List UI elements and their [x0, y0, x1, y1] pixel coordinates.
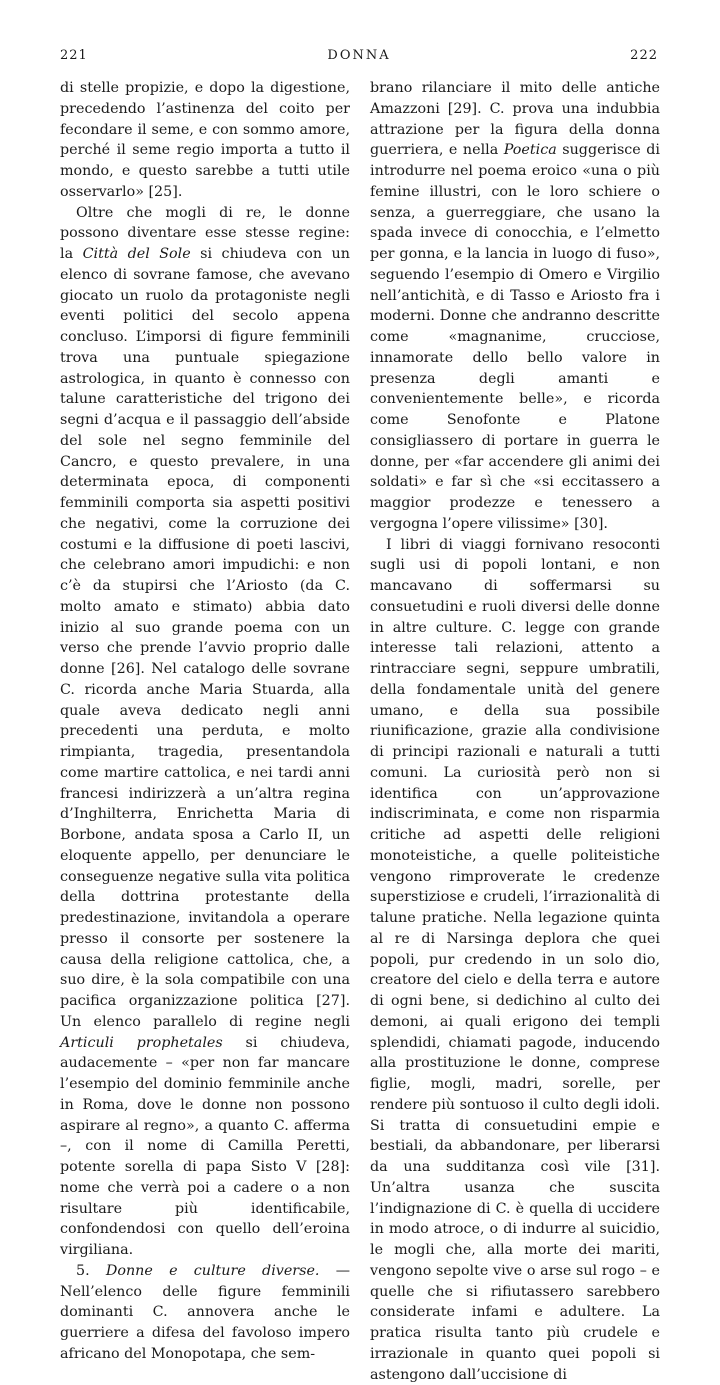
left-paragraph-2 [60, 203, 350, 1261]
right-paragraph-2: I libri di viaggi fornivano resoconti sugli usi di popoli lontani, e non mancavano di soffermarsi su consuetudini e ruoli diversi delle donne in altre culture. C. legge con grande interesse tali relazioni, attento a rintracciare segni, seppure umbratili, della fondamentale unità del genere umano, e della sua possibile riunificazione, grazie alla condivisione di principi razionali e naturali a tutti comuni. La curiosità però non si identifica con un’approvazione indiscriminata, e come non risparmia critiche ad aspetti delle religioni monoteistiche, a quelle politeistiche vengono rimproverate le credenze superstiziose e crudeli, l’irrazionalità di talune pratiche. Nella legazione quinta al re di Narsinga deplora che quei popoli, pur credendo in un solo dio, creatore del cielo e della terra e autore di ogni bene, si dedichino al culto dei demoni, ai quali erigono dei templi splendidi, chiamati pagode, inducendo alla prostituzione le donne, comprese figlie, mogli, madri, sorelle, per rendere più sontuoso il culto degli idoli. Si tratta di consuetudini empie e bestiali, da abbandonare, per liberarsi da una sudditanza così vile [31]. Un’altra usanza che suscita l’indignazione di C. è quella di uccidere in modo atroce, o di indurre al suicidio, le mogli che, alla morte dei mariti, vengono sepolte vive o arse sul rogo – e quelle che si rifiutassero sarebbero considerate infami e adultere. La pratica risulta tanto più crudele e irrazionale in quanto quei popoli si astengono dall’uccisione di [370, 535, 660, 1385]
title-citta-del-sole: Città del Sole [83, 246, 191, 262]
section-5-paragraph [60, 1261, 350, 1365]
right-column [370, 78, 660, 1385]
left-paragraph-2-text-c: si chiudeva, audacemente – «per non far mancare l’esempio del dominio femminile anche in Roma, dove le donne non possono aspirare al regno», a quanto C. afferma –, con il nome di Camilla Peretti, potente sorella di papa Sisto V [28]: nome che verrà poi a cadere o a non risultare più identificabile, confondendosi con quello dell’eroina virgiliana. [60, 1035, 350, 1259]
section-number: 5. [76, 1263, 106, 1279]
title-poetica: Poetica [504, 142, 557, 158]
left-paragraph-2-text-b: si chiudeva con un elenco di sovrane famose, che avevano giocato un ruolo da protagoniste negli eventi politici del secolo appena concluso. L’imporsi di figure femminili trova una puntuale spiegazione astrologica, in quanto è connesso con talune caratteristiche del trigono dei segni d’acqua e il passaggio dell’abside del sole nel segno femminile del Cancro, e questo prevalere, in una determinata epoca, di componenti femminili comporta sia aspetti positivi che negativi, come la corruzione dei costumi e la diffusione di poeti lascivi, che celebrano amori impudichi: e non c’è da stupirsi che l’Ariosto (da C. molto amato e stimato) abbia dato inizio al suo grande poema con un verso che prende l’avvio proprio dalle donne [26]. Nel catalogo delle sovrane C. ricorda anche Maria Stuarda, alla quale aveva dedicato negli anni precedenti una perduta, e molto rimpianta, tragedia, presentandola come martire cattolica, e nei tardi anni francesi indirizzerà a un’altra regina d’Inghilterra, Enrichetta Maria di Borbone, andata sposa a Carlo II, un eloquente appello, per denunciare le conseguenze negative sulla vita politica della dottrina protestante della predestinazione, invitandola a operare presso il consorte per sostenere la causa della religione cattolica, che, a suo dire, è la sola compatibile con una pacifica organizzazione politica [27]. Un elenco parallelo di regine negli [60, 246, 350, 1030]
left-paragraph-1: di stelle propizie, e dopo la digestione, precedendo l’astinenza del coito per fecondare il seme, e con sommo amore, perché il seme regio importa a tutto il mondo, e questo sarebbe a tutti utile osservarlo» [25]. [60, 78, 350, 203]
section-5-text: — Nell’elenco delle figure femminili dominanti C. annovera anche le guerriere a difesa del favoloso impero africano del Monopotapa, che sem- [60, 1263, 350, 1362]
right-paragraph-1 [370, 78, 660, 535]
running-header [60, 48, 658, 72]
running-title: DONNA [60, 48, 658, 63]
left-column [60, 78, 350, 1365]
right-paragraph-1-text-a: brano rilanciare il mito delle antiche Amazzoni [29]. C. prova una indubbia attrazione per la figura della donna guerriera, e nella [370, 80, 660, 158]
page-number-right: 222 [630, 48, 658, 63]
right-paragraph-1-text-b: suggerisce di introdurre nel poema eroico «una o più femine illustri, con le loro schiere o senza, a guerreggiare, che usano la spada invece di conocchia, e l’elmetto per gonna, e la lancia in luogo di fuso», seguendo l’esempio di Omero e Virgilio nell’antichità, e di Tasso e Ariosto fra i moderni. Donne che andranno descritte come «magnanime, crucciose, innamorate dello bello valore in presenza degli amanti e convenientemente belle», e ricorda come Senofonte e Platone consigliassero di portare in guerra le donne, per «far accendere gli animi dei soldati» e far sì che «si eccitassero a maggior prodezze e tenessero a vergogna l’opere vilissime» [30]. [370, 142, 660, 532]
left-paragraph-2-text-a: Oltre che mogli di re, le donne possono diventare esse stesse regine: la [60, 205, 350, 263]
page-number-left: 221 [60, 48, 88, 63]
title-articuli-prophetales: Articuli prophetales [60, 1035, 223, 1051]
section-title: Donne e culture diverse. [106, 1263, 320, 1279]
